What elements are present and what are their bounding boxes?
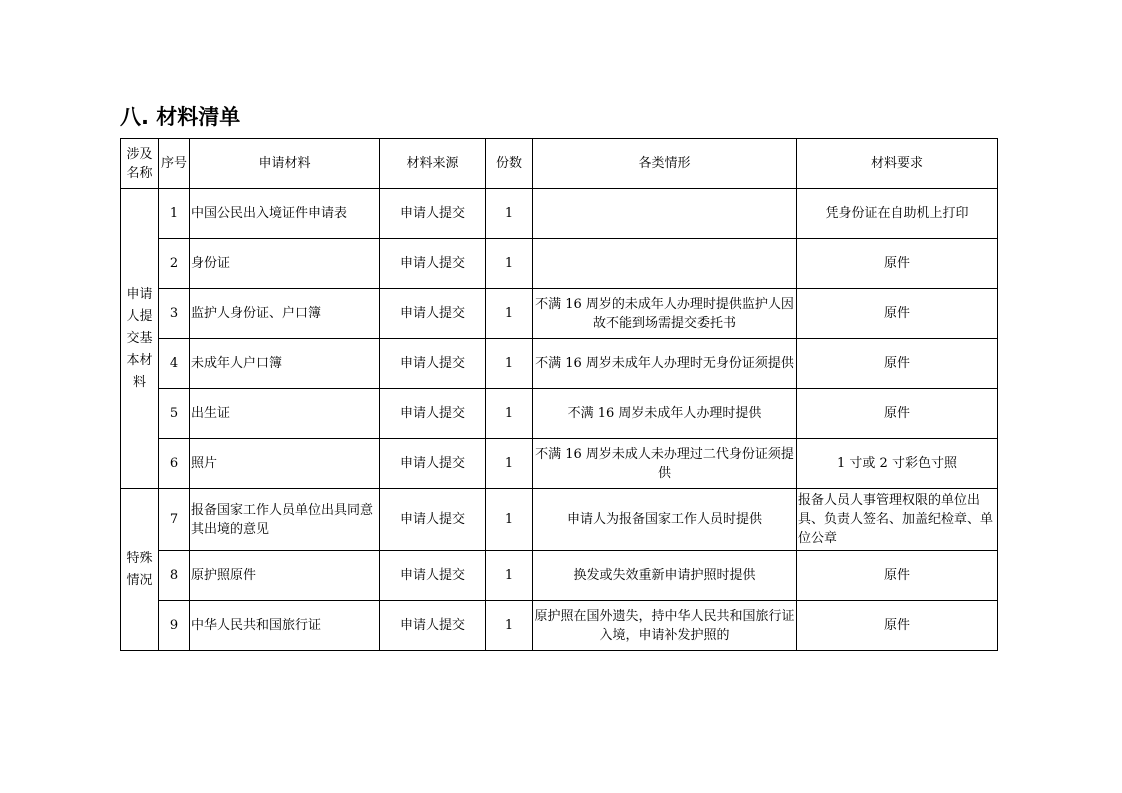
row-no: 3: [159, 289, 190, 339]
group-cell-basic: 申请人提交基本材料: [121, 189, 159, 489]
header-row: [121, 139, 998, 189]
row-requirement: 原件: [797, 601, 998, 651]
page-title: 八. 材料清单: [120, 105, 241, 129]
row-copies: 1: [486, 601, 533, 651]
row-copies: 1: [486, 551, 533, 601]
row-situation: [533, 189, 797, 239]
row-source: 申请人提交: [380, 339, 486, 389]
header-cell-situation: 各类情形: [533, 139, 797, 189]
header-cell-group: 涉及名称: [121, 139, 159, 189]
row-copies: 1: [486, 339, 533, 389]
row-no: 1: [159, 189, 190, 239]
row-no: 8: [159, 551, 190, 601]
row-no: 4: [159, 339, 190, 389]
header-cell-requirement: 材料要求: [797, 139, 998, 189]
row-copies: 1: [486, 489, 533, 551]
row-requirement: 原件: [797, 339, 998, 389]
row-situation: [533, 239, 797, 289]
row-material: 身份证: [190, 239, 380, 289]
row-material: 出生证: [190, 389, 380, 439]
table-row: [121, 289, 998, 339]
row-material: 监护人身份证、户口簿: [190, 289, 380, 339]
row-material: 照片: [190, 439, 380, 489]
row-requirement: 原件: [797, 289, 998, 339]
row-no: 6: [159, 439, 190, 489]
row-no: 7: [159, 489, 190, 551]
row-requirement: 原件: [797, 551, 998, 601]
row-source: 申请人提交: [380, 239, 486, 289]
row-source: 申请人提交: [380, 551, 486, 601]
table-row: [121, 339, 998, 389]
row-situation: 不满 16 周岁的未成年人办理时提供监护人因故不能到场需提交委托书: [533, 289, 797, 339]
row-requirement: 原件: [797, 389, 998, 439]
table-row: [121, 439, 998, 489]
row-situation: 不满 16 周岁未成年人办理时无身份证须提供: [533, 339, 797, 389]
row-material: 原护照原件: [190, 551, 380, 601]
row-requirement: 凭身份证在自助机上打印: [797, 189, 998, 239]
table-row: [121, 389, 998, 439]
row-situation: 原护照在国外遗失，持中华人民共和国旅行证入境，申请补发护照的: [533, 601, 797, 651]
row-situation: 不满 16 周岁未成人未办理过二代身份证须提供: [533, 439, 797, 489]
table-row: [121, 489, 998, 551]
materials-table: [120, 138, 998, 651]
row-no: 9: [159, 601, 190, 651]
row-requirement: 原件: [797, 239, 998, 289]
row-source: 申请人提交: [380, 439, 486, 489]
row-material: 未成年人户口簿: [190, 339, 380, 389]
row-source: 申请人提交: [380, 189, 486, 239]
header-cell-no: 序号: [159, 139, 190, 189]
table-row: [121, 239, 998, 289]
row-copies: 1: [486, 289, 533, 339]
row-no: 5: [159, 389, 190, 439]
header-cell-material: 申请材料: [190, 139, 380, 189]
table-row: [121, 189, 998, 239]
row-source: 申请人提交: [380, 489, 486, 551]
row-copies: 1: [486, 439, 533, 489]
row-copies: 1: [486, 389, 533, 439]
table-row: [121, 601, 998, 651]
row-requirement: 1 寸或 2 寸彩色寸照: [797, 439, 998, 489]
row-material: 中华人民共和国旅行证: [190, 601, 380, 651]
row-copies: 1: [486, 239, 533, 289]
row-copies: 1: [486, 189, 533, 239]
row-source: 申请人提交: [380, 389, 486, 439]
table-row: [121, 551, 998, 601]
row-situation: 换发或失效重新申请护照时提供: [533, 551, 797, 601]
group-cell-special: 特殊情况: [121, 489, 159, 651]
header-cell-copies: 份数: [486, 139, 533, 189]
row-situation: 申请人为报备国家工作人员时提供: [533, 489, 797, 551]
row-material: 报备国家工作人员单位出具同意其出境的意见: [190, 489, 380, 551]
row-material: 中国公民出入境证件申请表: [190, 189, 380, 239]
row-source: 申请人提交: [380, 289, 486, 339]
row-situation: 不满 16 周岁未成年人办理时提供: [533, 389, 797, 439]
row-source: 申请人提交: [380, 601, 486, 651]
header-cell-source: 材料来源: [380, 139, 486, 189]
row-no: 2: [159, 239, 190, 289]
row-requirement: 报备人员人事管理权限的单位出具、负责人签名、加盖纪检章、单位公章: [797, 489, 998, 551]
